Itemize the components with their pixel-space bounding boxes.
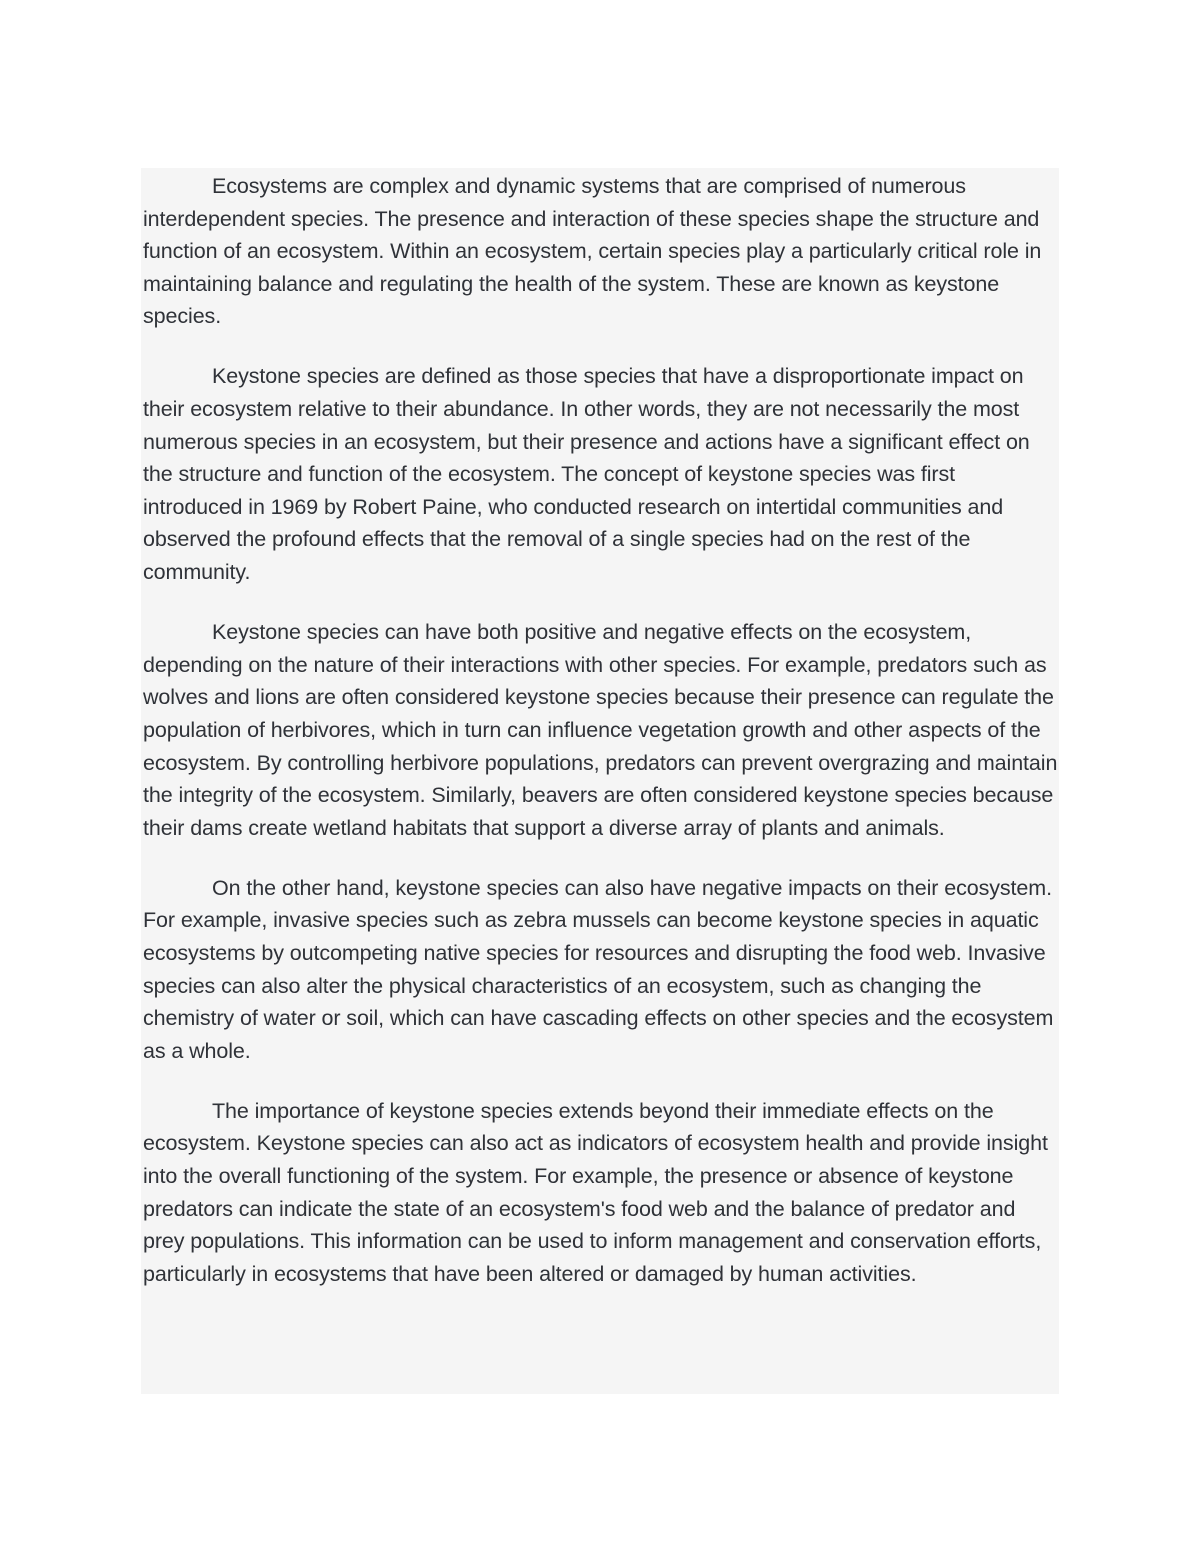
essay-text-block [141, 168, 1059, 1394]
paragraph-3: Keystone species can have both positive and negative effects on the ecosystem, depending on the nature of their interactions with other species. For example, predators such as wolves and lions are often considered keystone species because their presence can regulate the population of herbivores, which in turn can influence vegetation growth and other aspects of the ecosystem. By controlling herbivore populations, predators can prevent overgrazing and maintain the integrity of the ecosystem. Similarly, beavers are often considered keystone species because their dams create wetland habitats that support a diverse array of plants and animals. [143, 620, 1058, 840]
paragraph-1: Ecosystems are complex and dynamic systems that are comprised of numerous interdependent species. The presence and interaction of these species shape the structure and function of an ecosystem. Within an ecosystem, certain species play a particularly critical role in maintaining balance and regulating the health of the system. These are known as keystone species. [143, 174, 1042, 329]
paragraph-4: On the other hand, keystone species can also have negative impacts on their ecosystem. For example, invasive species such as zebra mussels can become keystone species in aquatic ecosystems by outcompeting native species for resources and disrupting the food web. Invasive species can also alter the physical characteristics of an ecosystem, such as changing the chemistry of water or soil, which can have cascading effects on other species and the ecosystem as a whole. [143, 875, 1054, 1063]
paragraph-2: Keystone species are defined as those species that have a disproportionate impact on their ecosystem relative to their abundance. In other words, they are not necessarily the most numerous species in an ecosystem, but their presence and actions have a significant effect on the structure and function of the ecosystem. The concept of keystone species was first introduced in 1969 by Robert Paine, who conducted research on intertidal communities and observed the profound effects that the removal of a single species had on the rest of the community. [143, 364, 1030, 585]
paragraph-5: The importance of keystone species extends beyond their immediate effects on the ecosystem. Keystone species can also act as indicators of ecosystem health and provide insight into the overall functioning of the system. For example, the presence or absence of keystone predators can indicate the state of an ecosystem's food web and the balance of predator and prey populations. This information can be used to inform management and conservation efforts, particularly in ecosystems that have been altered or damaged by human activities. [143, 1098, 1048, 1286]
